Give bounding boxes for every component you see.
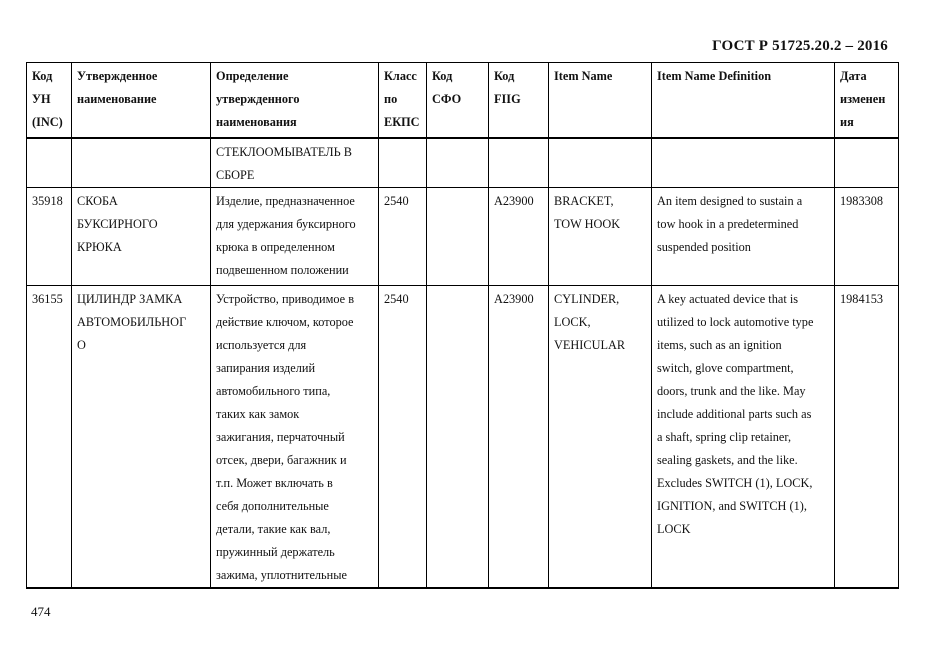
table-body [27, 138, 899, 588]
table-row [27, 138, 899, 188]
column-header-line: наименование [77, 92, 157, 106]
cell-line: Изделие, предназначенное [216, 193, 355, 208]
cell-line: A key actuated device that is [657, 291, 799, 306]
cell-approved-name [72, 285, 211, 588]
column-header-line: Класс [384, 69, 417, 83]
column-header [27, 63, 72, 138]
cell-line: пружинный держатель [216, 544, 335, 559]
column-header-line: ЕКПС [384, 115, 420, 129]
cell-line: An item designed to sustain a [657, 193, 803, 208]
cell-line: Excludes SWITCH (1), LOCK, [657, 475, 813, 490]
cell-approved-name [72, 138, 211, 188]
column-header [652, 63, 835, 138]
cell-line: BRACKET, [554, 193, 614, 208]
cell-class: 2540 [379, 285, 427, 588]
cell-line: подвешенном положении [216, 262, 349, 277]
column-header-line: Item Name Definition [657, 69, 772, 83]
cell-class: 2540 [379, 187, 427, 285]
cell-line: utilized to lock automotive type [657, 314, 814, 329]
page-number: 474 [31, 604, 51, 619]
cell-code [27, 138, 72, 188]
column-header-line: (INC) [32, 115, 63, 129]
cell-line: a shaft, spring clip retainer, [657, 429, 792, 444]
cell-definition [211, 138, 379, 188]
column-header [427, 63, 489, 138]
cell-line: LOCK [657, 521, 691, 536]
data-table [26, 62, 899, 589]
cell-line: LOCK, [554, 314, 591, 329]
cell-line: IGNITION, and SWITCH (1), [657, 498, 807, 513]
column-header [211, 63, 379, 138]
cell-line: зажима, уплотнительные [216, 567, 347, 582]
cell-item-definition [652, 187, 835, 285]
cell-line: таких как замок [216, 406, 300, 421]
column-header-line: Определение [216, 69, 289, 83]
cell-code: 36155 [27, 285, 72, 588]
column-header [489, 63, 549, 138]
column-header-line: Дата [840, 69, 867, 83]
column-header-line: FIIG [494, 92, 521, 106]
column-header-line: ия [840, 115, 854, 129]
cell-fiig-code: A23900 [489, 187, 549, 285]
column-header-line: Item Name [554, 69, 613, 83]
cell-line: switch, glove compartment, [657, 360, 794, 375]
column-header-line: утвержденного [216, 92, 300, 106]
column-header-line: Код [494, 69, 515, 83]
cell-change-date: 1983308 [835, 187, 899, 285]
column-header-line: изменен [840, 92, 886, 106]
column-header-line: СФО [432, 92, 462, 106]
cell-line: items, such as an ignition [657, 337, 782, 352]
table-row [27, 285, 899, 588]
column-header-line: УН [32, 92, 51, 106]
cell-line: зажигания, перчаточный [216, 429, 345, 444]
cell-change-date: 1984153 [835, 285, 899, 588]
cell-line: СБОРЕ [216, 167, 255, 182]
cell-line: suspended position [657, 239, 751, 254]
cell-line: Устройство, приводимое в [216, 291, 355, 306]
column-header-line: наименования [216, 115, 297, 129]
cell-line: КРЮКА [77, 239, 122, 254]
column-header [72, 63, 211, 138]
cell-line: О [77, 337, 86, 352]
cell-line: АВТОМОБИЛЬНОГ [77, 314, 187, 329]
cell-item-definition [652, 285, 835, 588]
cell-item-definition [652, 138, 835, 188]
cell-item-name [549, 138, 652, 188]
cell-definition [211, 285, 379, 588]
cell-sfo-code [427, 187, 489, 285]
cell-line: CYLINDER, [554, 291, 620, 306]
cell-line: TOW HOOK [554, 216, 621, 231]
cell-line: себя дополнительные [216, 498, 329, 513]
cell-line: отсек, двери, багажник и [216, 452, 347, 467]
column-header [835, 63, 899, 138]
cell-line: крюка в определенном [216, 239, 335, 254]
cell-line: действие ключом, которое [216, 314, 354, 329]
cell-line: include additional parts such as [657, 406, 812, 421]
cell-line: СТЕКЛООМЫВАТЕЛЬ В [216, 144, 352, 159]
cell-line: СКОБА [77, 193, 118, 208]
column-header [379, 63, 427, 138]
cell-line: используется для [216, 337, 307, 352]
cell-line: ЦИЛИНДР ЗАМКА [77, 291, 183, 306]
cell-line: VEHICULAR [554, 337, 626, 352]
column-header-line: Код [32, 69, 53, 83]
cell-line: запирания изделий [216, 360, 316, 375]
cell-line: для удержания буксирного [216, 216, 356, 231]
cell-line: tow hook in a predetermined [657, 216, 799, 231]
cell-sfo-code [427, 285, 489, 588]
cell-class [379, 138, 427, 188]
column-header-line: Утвержденное [77, 69, 158, 83]
cell-line: детали, такие как вал, [216, 521, 331, 536]
cell-code: 35918 [27, 187, 72, 285]
cell-line: doors, trunk and the like. May [657, 383, 806, 398]
column-header-line: Код [432, 69, 453, 83]
cell-sfo-code [427, 138, 489, 188]
cell-item-name [549, 187, 652, 285]
table-row [27, 187, 899, 285]
cell-line: т.п. Может включать в [216, 475, 333, 490]
cell-line: sealing gaskets, and the like. [657, 452, 798, 467]
header-row [27, 63, 899, 138]
column-header-line: по [384, 92, 398, 106]
cell-line: автомобильного типа, [216, 383, 331, 398]
cell-item-name [549, 285, 652, 588]
cell-fiig-code: A23900 [489, 285, 549, 588]
cell-change-date [835, 138, 899, 188]
document-title: ГОСТ Р 51725.20.2 – 2016 [712, 38, 888, 54]
cell-line: БУКСИРНОГО [77, 216, 158, 231]
cell-approved-name [72, 187, 211, 285]
cell-definition [211, 187, 379, 285]
table-header [27, 63, 899, 138]
cell-fiig-code [489, 138, 549, 188]
column-header [549, 63, 652, 138]
